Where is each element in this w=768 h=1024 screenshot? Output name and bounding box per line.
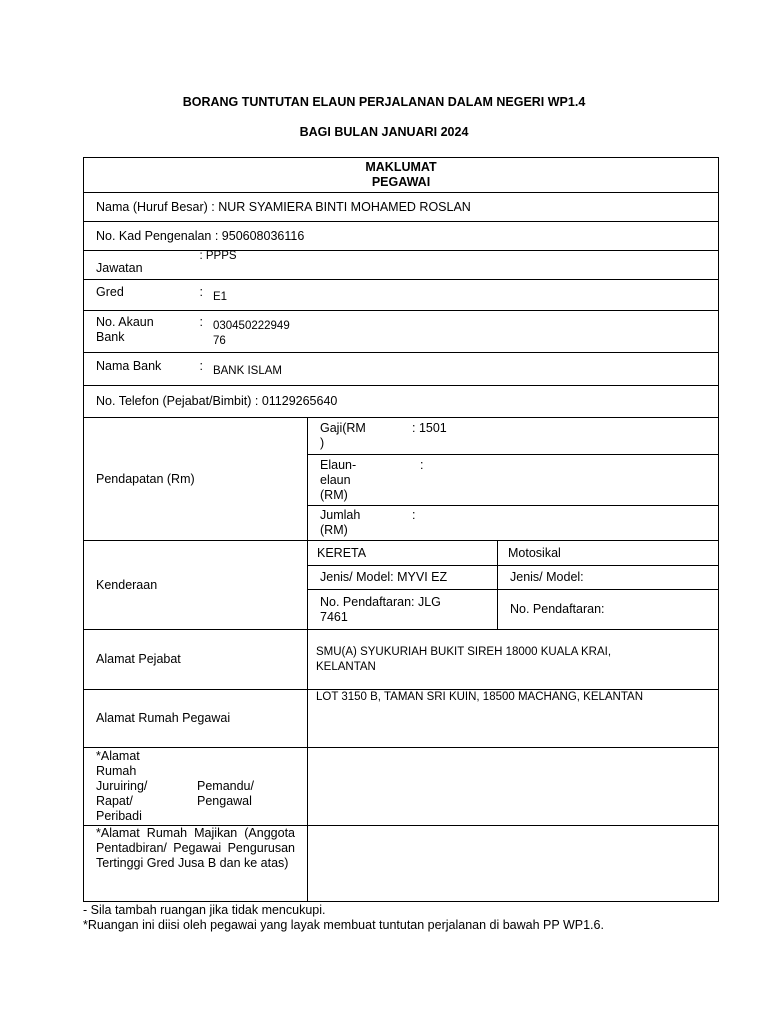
jumlah-grid [320, 508, 706, 538]
akaun-row [84, 311, 719, 353]
gaji-grid [320, 421, 706, 451]
pemandu-line3 [96, 779, 295, 794]
akaun-value-line1: 030450222949 [212, 319, 290, 332]
kenderaan-label: Kenderaan [84, 541, 308, 630]
akaun-label [96, 315, 196, 345]
note-line1: - Sila tambah ruangan jika tidak mencukupi. [83, 903, 326, 917]
gred-row [84, 280, 719, 311]
alamat-pejabat-row [84, 630, 719, 690]
gred-colon: : [199, 285, 203, 299]
akaun-field [84, 311, 719, 353]
gaji-label-line1: Gaji(RM [320, 421, 366, 435]
elaun-grid [320, 458, 706, 503]
telefon-field: No. Telefon (Pejabat/Bimbit) : 01129265640 [84, 386, 719, 418]
bank-value: BANK ISLAM [212, 365, 282, 377]
alamat-rumah-label: Alamat Rumah Pegawai [84, 690, 308, 748]
pemandu-line4 [96, 794, 295, 809]
gaji-value: : 1501 [412, 421, 447, 435]
pemandu-line3b: Pemandu/ [197, 779, 254, 793]
nama-row [84, 193, 719, 222]
jumlah-field [308, 506, 719, 541]
bank-field [84, 353, 719, 386]
pemandu-line2: Rumah [96, 764, 137, 778]
section-heading-row [84, 158, 719, 193]
elaun-label-line1: Elaun- [320, 457, 357, 472]
gred-label: Gred [96, 285, 124, 299]
akaun-value-line2: 76 [212, 334, 226, 347]
elaun-field [308, 455, 719, 506]
akaun-value [213, 315, 290, 349]
jawatan-field [84, 251, 719, 280]
alamat-pejabat-line1: SMU(A) SYUKURIAH BUKIT SIREH 18000 KUALA KRAI, [316, 645, 612, 658]
gred-value: E1 [212, 291, 228, 303]
bank-label: Nama Bank [96, 359, 162, 373]
kereta-model: Jenis/ Model: MYVI EZ [308, 566, 498, 590]
elaun-value: : [420, 457, 424, 472]
kereta-pendaftaran-line1: No. Pendaftaran: JLG [320, 594, 441, 609]
jawatan-value: : PPPS [199, 250, 237, 262]
note-line2: *Ruangan ini diisi oleh pegawai yang layak membuat tuntutan perjalanan di bawah PP WP1.6. [83, 918, 604, 932]
alamat-pejabat-line2: KELANTAN [316, 660, 376, 673]
alamat-pejabat-label: Alamat Pejabat [84, 630, 308, 690]
akaun-label-line1: No. Akaun [96, 314, 154, 329]
akaun-label-line2: Bank [96, 329, 125, 344]
kenderaan-heading-row [84, 541, 719, 566]
form-notes [83, 903, 604, 933]
pemandu-row [84, 748, 719, 826]
jumlah-label-line1: Jumlah [320, 508, 361, 522]
majikan-row [84, 826, 719, 902]
pendapatan-label: Pendapatan (Rm) [84, 418, 308, 541]
section-heading-line1: MAKLUMAT [365, 160, 437, 174]
kereta-pendaftaran-line2: 7461 [320, 609, 348, 624]
kereta-pendaftaran [308, 590, 498, 630]
nama-field: Nama (Huruf Besar) : NUR SYAMIERA BINTI MOHAMED ROSLAN [84, 193, 719, 222]
alamat-pemandu-label [84, 748, 308, 826]
form-title: BORANG TUNTUTAN ELAUN PERJALANAN DALAM NEGERI WP1.4 [182, 95, 586, 109]
elaun-label [320, 458, 412, 503]
alamat-rumah-value: LOT 3150 B, TAMAN SRI KUIN, 18500 MACHANG, KELANTAN [308, 690, 719, 748]
alamat-pemandu-value [308, 748, 719, 826]
gaji-label [320, 421, 412, 451]
motosikal-pendaftaran: No. Pendaftaran: [498, 590, 719, 630]
pemandu-line4a: Rapat/ [96, 794, 133, 808]
gred-field [84, 280, 719, 311]
akaun-colon: : [199, 314, 203, 329]
elaun-label-line3: (RM) [320, 487, 348, 502]
kereta-heading: KERETA [308, 541, 498, 566]
gaji-row [84, 418, 719, 455]
section-heading-line2: PEGAWAI [371, 175, 431, 189]
pemandu-line3a: Juruiring/ [96, 779, 148, 793]
form-subtitle: BAGI BULAN JANUARI 2024 [299, 125, 469, 139]
jawatan-label: Jawatan [96, 260, 143, 275]
elaun-label-line2: elaun [320, 472, 351, 487]
alamat-rumah-row [84, 690, 719, 748]
motosikal-model: Jenis/ Model: [498, 566, 719, 590]
gaji-label-line2: ) [320, 436, 325, 450]
kad-pengenalan-row [84, 222, 719, 251]
bank-colon: : [199, 359, 203, 373]
motosikal-heading: Motosikal [498, 541, 719, 566]
alamat-pejabat-value [308, 630, 719, 690]
gaji-field [308, 418, 719, 455]
section-heading [84, 158, 719, 193]
pemandu-line4b: Pengawal [197, 794, 252, 808]
alamat-majikan-value [308, 826, 719, 902]
kad-pengenalan-field: No. Kad Pengenalan : 950608036116 [84, 222, 719, 251]
officer-info-table [83, 157, 719, 902]
jawatan-row [84, 251, 719, 280]
telefon-row [84, 386, 719, 418]
jumlah-label-line2: (RM) [320, 523, 348, 537]
jumlah-value: : [412, 508, 416, 522]
alamat-majikan-label: *Alamat Rumah Majikan (Anggota Pentadbiran/ Pegawai Pengurusan Tertinggi Gred Jusa B dan ke atas) [84, 826, 308, 902]
bank-row [84, 353, 719, 386]
pemandu-line5: Peribadi [96, 809, 142, 823]
jumlah-label [320, 508, 412, 538]
pemandu-line1: *Alamat [96, 749, 140, 763]
